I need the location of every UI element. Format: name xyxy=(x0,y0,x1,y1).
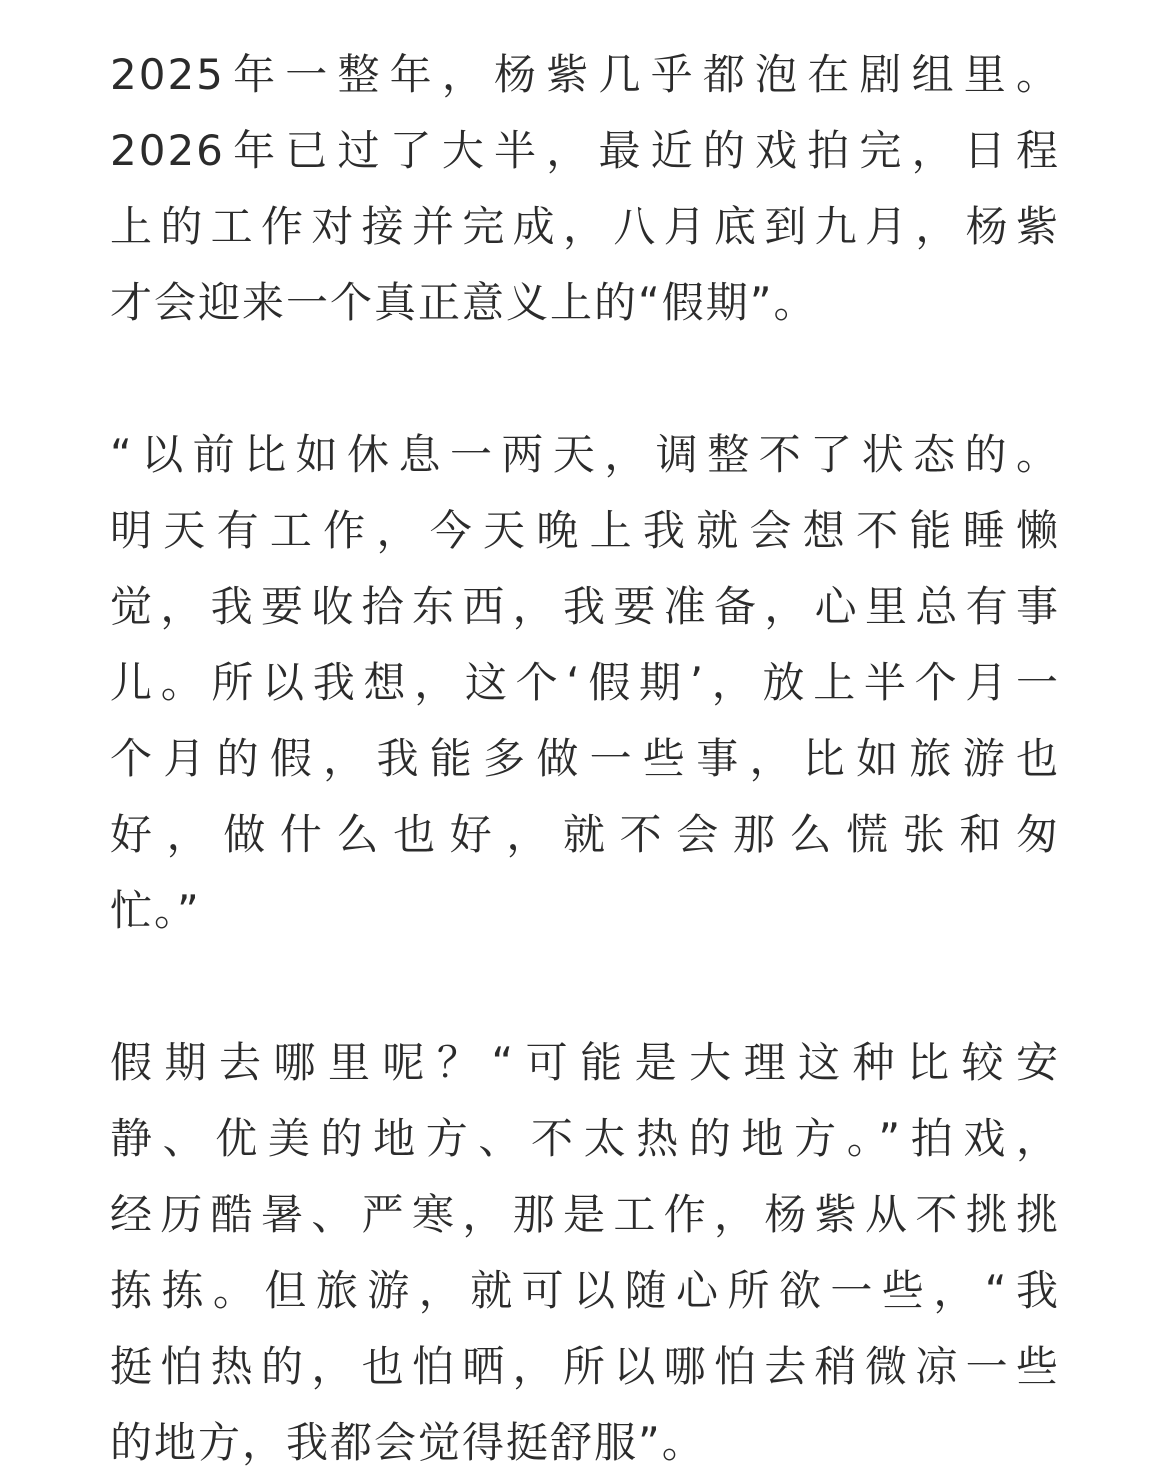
text-line: 拣拣。但旅游，就可以随心所欲一些，“我 xyxy=(110,1266,1060,1315)
paragraph-spacer xyxy=(110,341,1060,417)
text-line: 才会迎来一个真正意义上的“假期”。 xyxy=(110,278,818,327)
text-line: 静、优美的地方、不太热的地方。”拍戏， xyxy=(110,1114,1060,1163)
text-line: 儿。所以我想，这个‘假期’，放上半个月一 xyxy=(110,658,1060,707)
text-line: 觉，我要收拾东西，我要准备，心里总有事 xyxy=(110,582,1060,631)
text-line: 好，做什么也好，就不会那么慌张和匆 xyxy=(110,810,1060,859)
paragraph-2 xyxy=(110,417,1060,949)
text-line: 忙。” xyxy=(110,886,201,935)
text-line: 2025年一整年，杨紫几乎都泡在剧组里。 xyxy=(110,50,1060,99)
text-line: 2026年已过了大半，最近的戏拍完，日程 xyxy=(110,126,1060,175)
text-line: 上的工作对接并完成，八月底到九月，杨紫 xyxy=(110,202,1060,251)
article-body xyxy=(110,37,1060,1481)
text-line: 假期去哪里呢？“可能是大理这种比较安 xyxy=(110,1038,1060,1087)
paragraph-spacer xyxy=(110,949,1060,1025)
text-line: “以前比如休息一两天，调整不了状态的。 xyxy=(110,430,1060,479)
text-line: 明天有工作，今天晚上我就会想不能睡懒 xyxy=(110,506,1060,555)
paragraph-1 xyxy=(110,37,1060,341)
paragraph-3 xyxy=(110,1025,1060,1481)
text-line: 个月的假，我能多做一些事，比如旅游也 xyxy=(110,734,1060,783)
text-line: 的地方，我都会觉得挺舒服”。 xyxy=(110,1418,706,1467)
text-line: 挺怕热的，也怕晒，所以哪怕去稍微凉一些 xyxy=(110,1342,1060,1391)
text-line: 经历酷暑、严寒，那是工作，杨紫从不挑挑 xyxy=(110,1190,1060,1239)
